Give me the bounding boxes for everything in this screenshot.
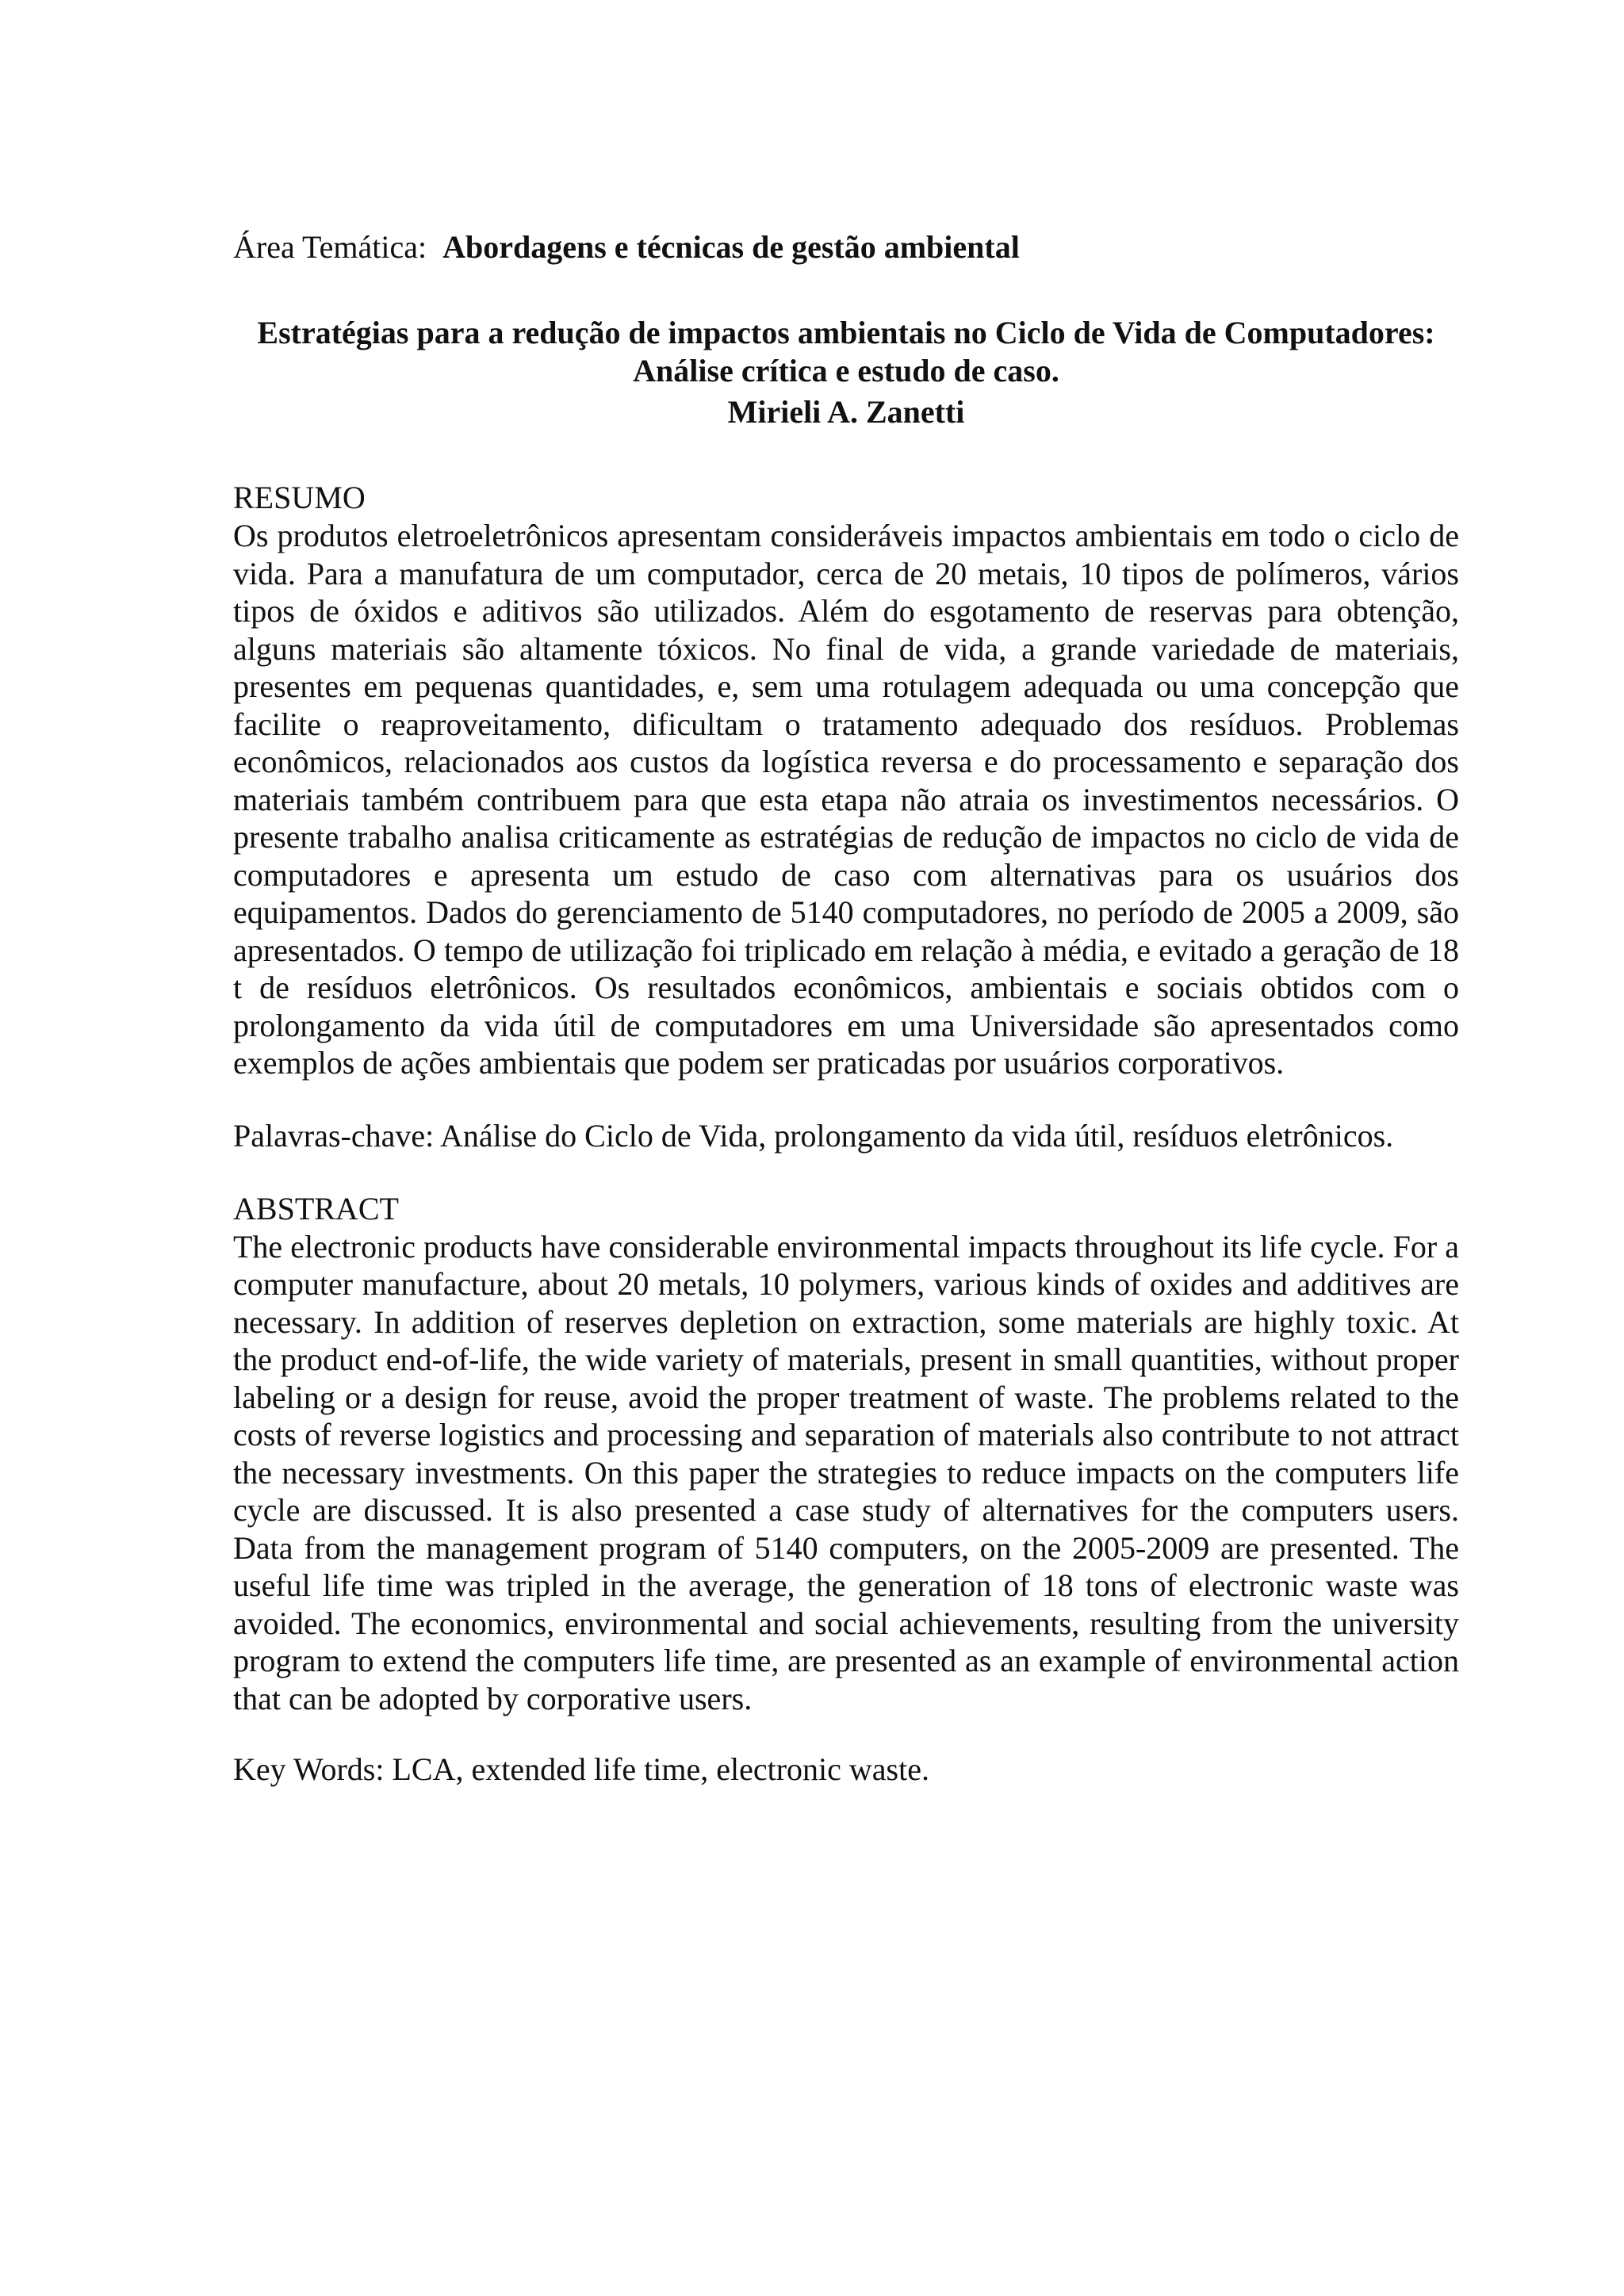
author-name: Mirieli A. Zanetti bbox=[727, 394, 965, 430]
resumo-body: Os produtos eletroeletrônicos apresentam consideráveis impactos ambientais em todo o ciclo de vida. Para a manufatura de um computador, cerca de 20 metais, 10 tipos de polímeros, vários tipos de óxidos e aditivos são utilizados. Além do esgotamento de reservas para obtenção, alguns materiais são altamente tóxicos. No final de vida, a grande variedade de materiais, presentes em pequenas quantidades, e, sem uma rotulagem adequada ou uma concepção que facilite o reaproveitamento, dificultam o tratamento adequado dos resíduos. Problemas econômicos, relacionados aos custos da logística reversa e do processamento e separação dos materiais também contribuem para que esta etapa não atraia os investimentos necessários. O presente trabalho analisa criticamente as estratégias de redução de impactos no ciclo de vida de computadores e apresenta um estudo de caso com alternativas para os usuários dos equipamentos. Dados do gerenciamento de 5140 computadores, no período de 2005 a 2009, são apresentados. O tempo de utilização foi triplicado em relação à média, e evitado a geração de 18 t de resíduos eletrônicos. Os resultados econômicos, ambientais e sociais obtidos com o prolongamento da vida útil de computadores em uma Universidade são apresentados como exemplos de ações ambientais que podem ser praticadas por usuários corporativos. bbox=[233, 518, 1459, 1081]
document-content bbox=[233, 228, 1459, 1789]
paper-title-line-1: Estratégias para a redução de impactos ambientais no Ciclo de Vida de Computadores: bbox=[257, 315, 1435, 350]
abstract-heading: ABSTRACT bbox=[233, 1190, 399, 1226]
paper-title-line-2: Análise crítica e estudo de caso. bbox=[633, 353, 1059, 388]
resumo-heading: RESUMO bbox=[233, 480, 366, 515]
paper-title bbox=[233, 314, 1459, 390]
thematic-area-line bbox=[233, 228, 1459, 266]
resumo-keywords: Palavras-chave: Análise do Ciclo de Vida, prolongamento da vida útil, resíduos eletrônicos. bbox=[233, 1117, 1394, 1154]
thematic-area-value: Abordagens e técnicas de gestão ambiental bbox=[442, 229, 1020, 265]
abstract-body: The electronic products have considerable environmental impacts throughout its life cycle. For a computer manufacture, about 20 metals, 10 polymers, various kinds of oxides and additives are necessary. In addition of reserves depletion on extraction, some materials are highly toxic. At the product end-of-life, the wide variety of materials, present in small quantities, without proper labeling or a design for reuse, avoid the proper treatment of waste. The problems related to the costs of reverse logistics and processing and separation of materials also contribute to not attract the necessary investments. On this paper the strategies to reduce impacts on the computers life cycle are discussed. It is also presented a case study of alternatives for the computers users. Data from the management program of 5140 computers, on the 2005-2009 are presented. The useful life time was tripled in the average, the generation of 18 tons of electronic waste was avoided. The economics, environmental and social achievements, resulting from the university program to extend the computers life time, are presented as an example of environmental action that can be adopted by corporative users. bbox=[233, 1228, 1459, 1716]
abstract-keywords: Key Words: LCA, extended life time, electronic waste. bbox=[233, 1751, 929, 1787]
thematic-area-label: Área Temática: bbox=[233, 229, 427, 265]
